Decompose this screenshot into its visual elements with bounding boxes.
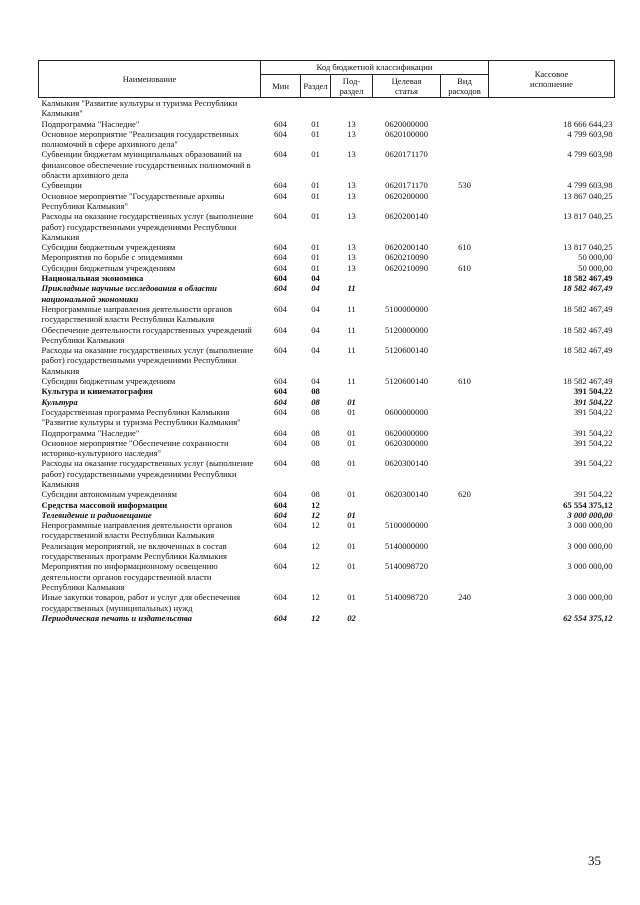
cell-min: 604: [274, 458, 287, 469]
cell-amount: 18 666 644,23: [563, 118, 613, 129]
cell-min: 604: [274, 242, 287, 253]
cell-celevaya: 5100000000: [385, 520, 428, 531]
cell-vid: [441, 119, 489, 129]
cell-vid: [441, 304, 489, 325]
cell-name: Субсидии бюджетным учреждениям: [41, 242, 176, 253]
cell-razdel: 08: [311, 489, 320, 500]
cell-vid: [441, 149, 489, 180]
cell-razdel: 08: [311, 406, 320, 417]
cell-min: 604: [274, 190, 287, 201]
header-kassa: Кассовое исполнение: [489, 61, 615, 98]
header-name: Наименование: [39, 61, 261, 98]
cell-amount: 18 582 467,49: [563, 273, 613, 284]
cell-razdel: 08: [311, 427, 320, 438]
cell-podrazdel: 13: [347, 118, 356, 129]
cell-amount: 18 582 467,49: [563, 324, 613, 335]
cell-name: Подпрограмма "Наследие": [41, 427, 140, 438]
cell-min: [261, 98, 301, 119]
cell-min: 604: [274, 499, 287, 510]
cell-razdel: 04: [311, 273, 320, 284]
cell-podrazdel: 01: [347, 406, 356, 417]
cell-vid: 610: [458, 262, 471, 273]
cell-razdel: 08: [311, 386, 320, 397]
cell-name: Субсидии бюджетным учреждениям: [41, 376, 176, 387]
cell-celevaya: [373, 98, 441, 119]
cell-name: Иные закупки товаров, работ и услуг для обеспечения государственных (муниципальных) нужд: [41, 592, 241, 613]
table-row: [39, 149, 615, 180]
header-razdel: Раздел: [301, 75, 331, 98]
cell-vid: [441, 613, 489, 623]
cell-name: Расходы на оказание государственных услуг (выполнение работ) государственными учреждениями Республики Калмыкия: [41, 211, 254, 242]
cell-amount: 3 000 000,00: [567, 561, 613, 572]
cell-celevaya: [373, 510, 441, 520]
cell-amount: 18 582 467,49: [563, 303, 613, 314]
cell-name: Основное мероприятие "Реализация государственных полномочий в сфере архивного дела": [41, 128, 239, 150]
cell-razdel: 01: [311, 149, 320, 160]
budget-table: [38, 60, 615, 623]
cell-podrazdel: 13: [347, 149, 356, 160]
table-row: [39, 407, 615, 428]
cell-min: 604: [274, 612, 287, 623]
cell-name: Расходы на оказание государственных услуг (выполнение работ) государственными учреждениями Республики Калмыкия: [41, 345, 254, 376]
cell-amount: 3 000 000,00: [567, 509, 613, 520]
cell-min: 604: [274, 509, 287, 520]
table-row: [39, 191, 615, 212]
table-row: [39, 520, 615, 541]
table-header: [39, 61, 615, 98]
cell-vid: [441, 541, 489, 562]
cell-podrazdel: 13: [347, 180, 356, 191]
cell-name: Периодическая печать и издательства: [41, 612, 192, 623]
cell-celevaya: 0620171170: [385, 149, 428, 160]
cell-celevaya: 0620300140: [385, 489, 428, 500]
cell-amount: 3 000 000,00: [567, 592, 613, 603]
cell-celevaya: [373, 283, 441, 304]
table-row: [39, 98, 615, 119]
cell-razdel: 04: [311, 345, 320, 356]
cell-podrazdel: 13: [347, 211, 356, 222]
table-row: [39, 500, 615, 510]
cell-razdel: 12: [311, 592, 320, 603]
cell-razdel: 01: [311, 211, 320, 222]
cell-min: 604: [274, 149, 287, 160]
cell-podrazdel: 01: [347, 509, 356, 520]
cell-celevaya: [373, 386, 441, 396]
table-row: [39, 325, 615, 346]
cell-min: 604: [274, 324, 287, 335]
cell-podrazdel: 01: [347, 520, 356, 531]
cell-podrazdel: 01: [347, 592, 356, 603]
cell-min: 604: [274, 128, 287, 139]
cell-razdel: 12: [311, 540, 320, 551]
cell-vid: [441, 561, 489, 592]
cell-celevaya: 0620210090: [385, 262, 428, 273]
cell-podrazdel: 11: [347, 345, 356, 356]
cell-name: Телевидение и радиовещание: [41, 509, 152, 520]
cell-podrazdel: 01: [347, 437, 356, 448]
cell-name: Национальная экономика: [41, 273, 144, 284]
cell-celevaya: 0620000000: [385, 427, 428, 438]
cell-name: Средства массовой информации: [41, 499, 168, 510]
cell-razdel: 04: [311, 303, 320, 314]
cell-razdel: 08: [311, 437, 320, 448]
cell-name: Субсидии автономным учреждениям: [41, 489, 177, 500]
table-row: [39, 428, 615, 438]
cell-celevaya: 5120600140: [385, 376, 428, 387]
table-body: [39, 98, 615, 624]
cell-podrazdel: 13: [347, 262, 356, 273]
cell-celevaya: 0620100000: [385, 128, 428, 139]
cell-vid: 610: [458, 376, 471, 387]
cell-name: Культура: [41, 396, 78, 407]
cell-celevaya: [373, 397, 441, 407]
cell-podrazdel: 01: [347, 396, 356, 407]
cell-amount: 18 582 467,49: [563, 376, 613, 387]
cell-celevaya: 0620000000: [385, 118, 428, 129]
header-vid: Вид расходов: [441, 75, 489, 98]
cell-min: 604: [274, 406, 287, 417]
cell-podrazdel: 11: [347, 283, 356, 294]
cell-razdel: 12: [311, 499, 320, 510]
cell-name: Мероприятия по информационному освещению деятельности органов государственной власти Республики Калмыкия: [41, 561, 218, 592]
cell-amount: 391 504,22: [573, 406, 613, 417]
cell-amount: 391 504,22: [573, 427, 613, 438]
cell-vid: [441, 98, 489, 119]
cell-name: Культура и кинематография: [41, 386, 153, 397]
cell-min: 604: [274, 303, 287, 314]
table-row: [39, 180, 615, 190]
cell-name: Непрограммные направления деятельности органов государственной власти Республики Калмыкия: [41, 303, 233, 325]
cell-podrazdel: [331, 98, 373, 119]
cell-name: Субвенции бюджетам муниципальных образований на финансовое обеспечение государственных полномочий в области архивного дела: [41, 149, 251, 181]
cell-name: Государственная программа Республики Калмыкия "Развитие культуры и туризма Республики Калмыкия": [41, 406, 241, 428]
table-row: [39, 211, 615, 242]
cell-podrazdel: [331, 386, 373, 396]
cell-vid: [441, 428, 489, 438]
cell-vid: [441, 252, 489, 262]
cell-celevaya: 0620200140: [385, 242, 428, 253]
table-row: [39, 129, 615, 150]
cell-celevaya: 5120600140: [385, 345, 428, 356]
cell-celevaya: 5140098720: [385, 561, 428, 572]
cell-name: Непрограммные направления деятельности органов государственной власти Республики Калмыкия: [41, 520, 233, 541]
cell-amount: 62 554 375,12: [563, 612, 613, 623]
cell-min: 604: [274, 118, 287, 129]
cell-celevaya: 0620210090: [385, 252, 428, 263]
table-row: [39, 438, 615, 459]
cell-celevaya: 0620200140: [385, 211, 428, 222]
cell-razdel: 08: [311, 396, 320, 407]
table-row: [39, 242, 615, 252]
table-row: [39, 489, 615, 499]
cell-razdel: 01: [311, 252, 320, 263]
cell-vid: [441, 458, 489, 489]
cell-min: 604: [274, 180, 287, 191]
cell-vid: [441, 345, 489, 376]
cell-razdel: [301, 98, 331, 119]
cell-vid: [441, 325, 489, 346]
cell-podrazdel: [331, 273, 373, 283]
cell-celevaya: [373, 613, 441, 623]
table-row: [39, 397, 615, 407]
cell-min: 604: [274, 283, 287, 294]
cell-razdel: 01: [311, 242, 320, 253]
cell-vid: 530: [458, 180, 471, 191]
cell-amount: 18 582 467,49: [563, 283, 613, 294]
cell-podrazdel: 01: [347, 458, 356, 469]
table-row: [39, 283, 615, 304]
header-min: Мин: [261, 75, 301, 98]
table-row: [39, 592, 615, 613]
cell-celevaya: 0620300000: [385, 437, 428, 448]
cell-razdel: 01: [311, 180, 320, 191]
cell-min: 604: [274, 592, 287, 603]
page-number: 35: [588, 853, 601, 868]
table-row: [39, 541, 615, 562]
cell-vid: [441, 397, 489, 407]
cell-name: Обеспечение деятельности государственных учреждений Республики Калмыкия: [41, 324, 252, 345]
cell-amount: 18 582 467,49: [563, 345, 613, 356]
cell-min: 604: [274, 561, 287, 572]
cell-razdel: 01: [311, 190, 320, 201]
cell-razdel: 08: [311, 458, 320, 469]
cell-vid: [441, 386, 489, 396]
cell-amount: 65 554 375,12: [563, 499, 613, 510]
cell-vid: [441, 500, 489, 510]
cell-name: Прикладные научные исследования в области национальной экономики: [41, 283, 217, 304]
cell-podrazdel: 02: [347, 612, 356, 623]
cell-podrazdel: 11: [347, 303, 356, 314]
cell-amount: 13 867 040,25: [563, 190, 613, 201]
cell-podrazdel: [331, 500, 373, 510]
cell-min: 604: [274, 520, 287, 531]
cell-celevaya: 5140000000: [385, 540, 428, 551]
cell-name: Основное мероприятие "Государственные архивы Республики Калмыкия": [41, 190, 225, 211]
cell-name: Субсидии бюджетным учреждениям: [41, 262, 176, 273]
cell-vid: [441, 283, 489, 304]
cell-podrazdel: 11: [347, 376, 356, 387]
table-row: [39, 252, 615, 262]
cell-podrazdel: 01: [347, 540, 356, 551]
cell-celevaya: 0620171170: [385, 180, 428, 191]
cell-razdel: 04: [311, 324, 320, 335]
cell-podrazdel: 13: [347, 190, 356, 201]
cell-vid: [441, 211, 489, 242]
cell-name: Расходы на оказание государственных услуг (выполнение работ) государственными учреждениями Республики Калмыкия: [41, 458, 254, 489]
table-row: [39, 345, 615, 376]
table-row: [39, 263, 615, 273]
cell-podrazdel: 01: [347, 561, 356, 572]
header-podrazdel: Под- раздел: [331, 75, 373, 98]
cell-razdel: 12: [311, 561, 320, 572]
header-celevaya: Целевая статья: [373, 75, 441, 98]
cell-razdel: 01: [311, 262, 320, 273]
cell-celevaya: 0620300140: [385, 458, 428, 469]
table-row: [39, 510, 615, 520]
table-row: [39, 304, 615, 325]
table-row: [39, 273, 615, 283]
table-row: [39, 386, 615, 396]
cell-name: Подпрограмма "Наследие": [41, 118, 140, 129]
cell-celevaya: 0600000000: [385, 406, 428, 417]
cell-amount: 391 504,22: [573, 386, 613, 397]
cell-name: Основное мероприятие "Обеспечение сохранности историко-культурного наследия": [41, 437, 229, 459]
cell-min: 604: [274, 396, 287, 407]
cell-amount: 391 504,22: [573, 437, 613, 448]
cell-amount: 391 504,22: [573, 396, 613, 407]
cell-podrazdel: 13: [347, 242, 356, 253]
cell-vid: [441, 191, 489, 212]
cell-amount: 391 504,22: [573, 458, 613, 469]
cell-amount: [489, 98, 615, 119]
cell-amount: 4 799 603,98: [567, 149, 613, 160]
cell-razdel: 12: [311, 612, 320, 623]
table-row: [39, 119, 615, 129]
cell-min: 604: [274, 540, 287, 551]
cell-razdel: 01: [311, 128, 320, 139]
cell-celevaya: [373, 273, 441, 283]
cell-razdel: 12: [311, 520, 320, 531]
cell-name: Реализация мероприятий, не включенных в состав государственных программ Республики Калмыкия: [41, 540, 227, 562]
cell-razdel: 12: [311, 509, 320, 520]
cell-vid: [441, 273, 489, 283]
cell-min: 604: [274, 211, 287, 222]
cell-vid: [441, 520, 489, 541]
cell-min: 604: [274, 427, 287, 438]
cell-celevaya: 0620200000: [385, 190, 428, 201]
cell-amount: 4 799 603,98: [567, 128, 613, 139]
cell-razdel: 04: [311, 376, 320, 387]
cell-amount: 50 000,00: [578, 262, 613, 273]
cell-min: 604: [274, 489, 287, 500]
cell-amount: 391 504,22: [573, 489, 613, 500]
cell-vid: [441, 510, 489, 520]
cell-celevaya: 5100000000: [385, 303, 428, 314]
cell-name: Мероприятия по борьбе с эпидемиями: [41, 252, 183, 263]
cell-vid: [441, 438, 489, 459]
table-row: [39, 458, 615, 489]
cell-min: 604: [274, 437, 287, 448]
cell-podrazdel: 01: [347, 489, 356, 500]
header-code-group: Код бюджетной классификации: [261, 61, 489, 75]
cell-podrazdel: 13: [347, 252, 356, 263]
cell-vid: [441, 129, 489, 150]
table-row: [39, 376, 615, 386]
cell-amount: 4 799 603,98: [567, 180, 613, 191]
cell-amount: 13 817 040,25: [563, 242, 613, 253]
cell-min: 604: [274, 252, 287, 263]
cell-min: 604: [274, 376, 287, 387]
cell-min: 604: [274, 273, 287, 284]
cell-min: 604: [274, 386, 287, 397]
cell-min: 604: [274, 262, 287, 273]
cell-celevaya: 5120000000: [385, 324, 428, 335]
cell-razdel: 01: [311, 118, 320, 129]
cell-vid: 240: [458, 592, 471, 603]
cell-celevaya: 5140098720: [385, 592, 428, 603]
cell-celevaya: [373, 500, 441, 510]
table-row: [39, 561, 615, 592]
cell-amount: 13 817 040,25: [563, 211, 613, 222]
cell-name: Субвенции: [41, 180, 82, 191]
cell-vid: [441, 407, 489, 428]
cell-vid: 610: [458, 242, 471, 253]
cell-amount: 3 000 000,00: [567, 540, 613, 551]
cell-min: 604: [274, 345, 287, 356]
cell-podrazdel: 01: [347, 427, 356, 438]
cell-razdel: 04: [311, 283, 320, 294]
cell-podrazdel: 11: [347, 324, 356, 335]
table-row: [39, 613, 615, 623]
cell-vid: 620: [458, 489, 471, 500]
cell-podrazdel: 13: [347, 128, 356, 139]
cell-amount: 50 000,00: [578, 252, 613, 263]
cell-name: Калмыкия "Развитие культуры и туризма Республики Калмыкия": [41, 98, 238, 119]
cell-amount: 3 000 000,00: [567, 520, 613, 531]
